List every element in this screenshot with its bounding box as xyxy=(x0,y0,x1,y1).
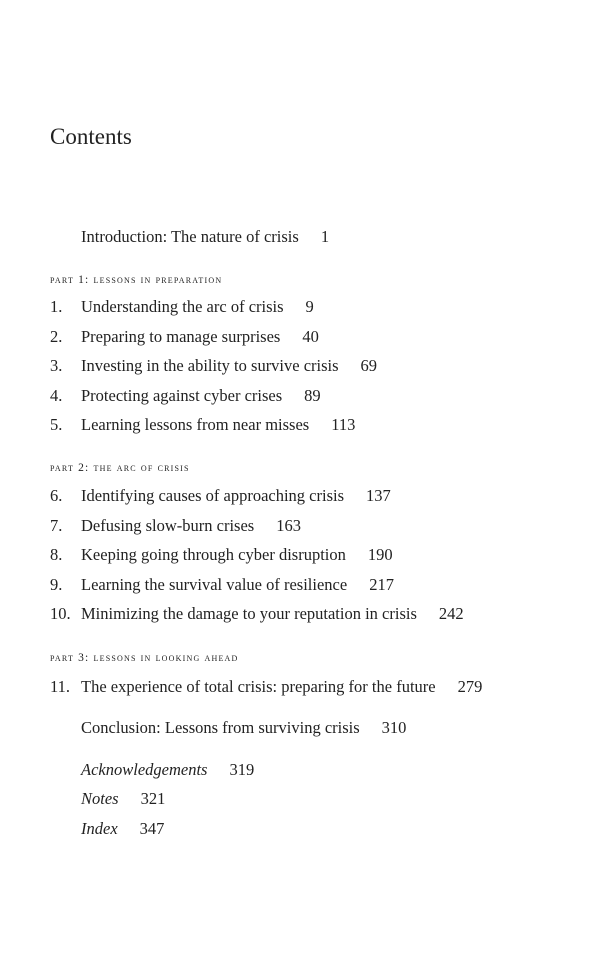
chapter-number: 9. xyxy=(50,575,63,594)
entry-title: Learning the survival value of resilience xyxy=(81,575,348,594)
toc-entry xyxy=(50,386,321,406)
toc-entry xyxy=(50,327,319,347)
entry-title: Keeping going through cyber disruption xyxy=(81,545,346,564)
entry-title: Investing in the ability to survive crisis xyxy=(81,356,339,375)
entry-page: 113 xyxy=(331,415,356,434)
entry-page: 163 xyxy=(276,516,301,535)
entry-page: 242 xyxy=(438,604,464,623)
toc-entry xyxy=(50,486,391,506)
entry-page: 69 xyxy=(360,356,378,375)
toc-entry-index xyxy=(50,819,164,839)
toc-entry xyxy=(50,356,377,376)
entry-title: Identifying causes of approaching crisis xyxy=(81,486,345,505)
chapter-number: 10. xyxy=(50,604,71,623)
chapter-number: 3. xyxy=(50,356,63,375)
entry-page: 321 xyxy=(140,789,166,808)
entry-page: 9 xyxy=(305,297,314,316)
chapter-number: 11. xyxy=(50,677,71,696)
entry-title: Learning lessons from near misses xyxy=(81,415,310,434)
part-heading: part 3: lessons in looking ahead xyxy=(50,652,239,664)
toc-entry xyxy=(50,516,301,536)
chapter-number: 4. xyxy=(50,386,63,405)
part-heading: part 1: lessons in preparation xyxy=(50,274,223,286)
toc-entry-acknowledgements xyxy=(50,760,254,780)
part-heading: part 2: the arc of crisis xyxy=(50,462,190,474)
chapter-number: 2. xyxy=(50,327,63,346)
entry-page: 40 xyxy=(302,327,319,346)
chapter-number: 5. xyxy=(50,415,63,434)
toc-entry xyxy=(50,677,482,697)
entry-title: Protecting against cyber crises xyxy=(81,386,283,405)
entry-title: Introduction: The nature of crisis xyxy=(81,227,299,246)
entry-page: 279 xyxy=(457,677,483,696)
entry-title: Preparing to manage surprises xyxy=(81,327,281,346)
toc-entry-introduction xyxy=(50,227,329,247)
entry-title: Defusing slow-burn crises xyxy=(81,516,255,535)
toc-entry xyxy=(50,575,394,595)
entry-title: Index xyxy=(81,819,118,838)
entry-page: 1 xyxy=(320,227,330,246)
toc-entry xyxy=(50,545,393,565)
toc-entry xyxy=(50,297,314,317)
entry-title: Acknowledgements xyxy=(81,760,208,779)
toc-entry-notes xyxy=(50,789,165,809)
entry-page: 319 xyxy=(229,760,255,779)
entry-page: 137 xyxy=(366,486,391,505)
entry-title: Notes xyxy=(81,789,119,808)
chapter-number: 8. xyxy=(50,545,63,564)
entry-page: 190 xyxy=(367,545,393,564)
chapter-number: 6. xyxy=(50,486,63,505)
toc-entry-conclusion xyxy=(50,718,406,738)
chapter-number: 1. xyxy=(50,297,63,316)
toc-entry xyxy=(50,415,355,435)
toc-entry xyxy=(50,604,464,624)
entry-page: 89 xyxy=(304,386,321,405)
entry-page: 217 xyxy=(369,575,394,594)
chapter-number: 7. xyxy=(50,516,63,535)
entry-title: Conclusion: Lessons from surviving crisis xyxy=(81,718,360,737)
entry-page: 347 xyxy=(139,819,165,838)
entry-page: 310 xyxy=(381,718,407,737)
entry-title: Minimizing the damage to your reputation in crisis xyxy=(81,604,417,623)
entry-title: The experience of total crisis: preparing for the future xyxy=(81,677,436,696)
entry-title: Understanding the arc of crisis xyxy=(81,297,284,316)
page-title: Contents xyxy=(50,124,132,149)
